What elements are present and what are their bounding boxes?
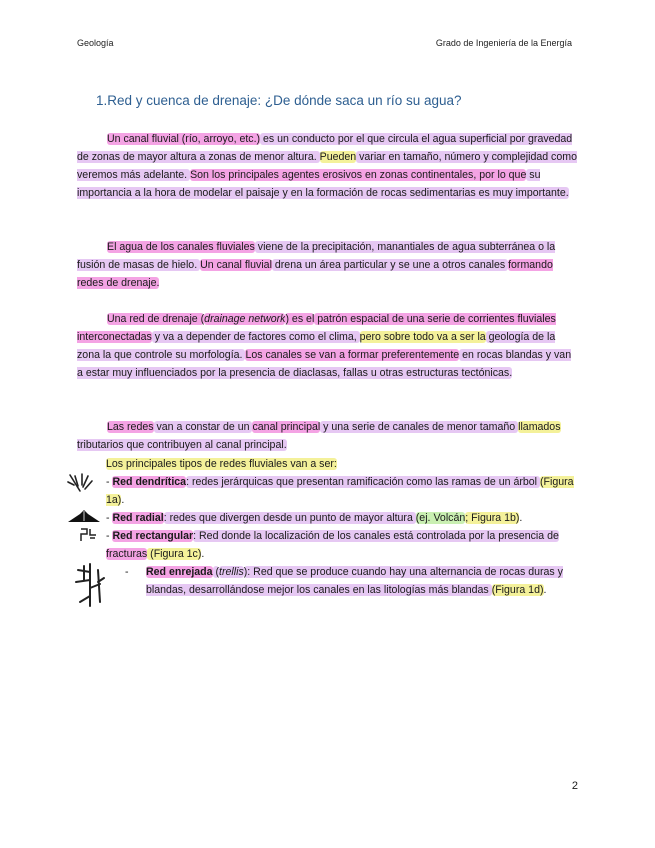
section-title: 1.Red y cuenca de drenaje: ¿De dónde saca un río su agua? — [96, 93, 462, 108]
list-item-rectangular — [106, 527, 581, 563]
figure-ref: (Figura 1c) — [147, 548, 202, 560]
highlight-lavender: ( — [212, 566, 220, 578]
term-red-rectangular: Red rectangular — [112, 530, 194, 542]
list-dash: - — [106, 530, 113, 542]
highlight-lavender: tributarios que contribuyen al canal principal. — [77, 439, 287, 451]
period: . — [201, 548, 205, 560]
paragraph-agua-canales — [77, 238, 579, 292]
period: . — [121, 494, 125, 506]
highlight-pink: Las redes — [107, 421, 154, 433]
radial-network-icon — [66, 508, 102, 529]
header-right: Grado de Ingeniería de la Energía — [435, 38, 572, 48]
term-fracturas: fracturas — [106, 548, 148, 560]
header-left: Geología — [77, 38, 114, 48]
rectangular-network-icon — [79, 527, 97, 548]
highlight-lavender: van a constar de un — [153, 421, 253, 433]
highlight-lavender: : Red donde la localización de los canales está controlada por la presencia de — [193, 530, 559, 542]
highlight-pink-italic: drainage network — [204, 313, 286, 325]
highlight-yellow: pero sobre todo va a ser la — [359, 331, 486, 343]
paragraph-canal-fluvial — [77, 130, 579, 202]
highlight-yellow: llamados — [518, 421, 561, 433]
highlight-pink: ) es el — [285, 313, 315, 325]
highlight-lavender: y va a depender de factores como el clima, — [151, 331, 360, 343]
figure-ref: (Figura 1d) — [491, 584, 544, 596]
highlight-pink: formando redes de drenaje. — [77, 259, 553, 289]
trellis-network-icon — [70, 562, 110, 613]
highlight-lavender: geología de la zona la que controle su morfología. — [77, 331, 556, 361]
highlight-lavender: y una serie de canales de menor tamaño — [320, 421, 519, 433]
highlight-lavender: : redes jerárquicas que presentan ramificación como las ramas de un árbol — [186, 476, 540, 488]
highlight-lavender: ): Red que se produce cuando hay una alternancia de rocas duras y blandas, desarrollándose mejor los canales en las litologías más blandas — [146, 566, 563, 596]
highlight-pink: El agua de los canales fluviales — [107, 241, 255, 253]
list-dash: - — [106, 476, 113, 488]
highlight-pink: Los canales se van a formar preferentemente — [245, 349, 460, 361]
term-red-dendritica: Red dendrítica — [112, 476, 187, 488]
term-trellis: trellis — [219, 566, 244, 578]
highlight-yellow: Pueden — [319, 151, 357, 163]
list-intro — [106, 455, 337, 473]
highlight-pink: canal principal — [252, 421, 321, 433]
period: . — [543, 584, 547, 596]
period: . — [519, 512, 523, 524]
list-dash: - — [106, 512, 113, 524]
paragraph-red-drenaje — [77, 310, 579, 382]
list-dash: - — [125, 566, 129, 578]
list-item-dendritica — [106, 473, 581, 509]
highlight-lavender: variar en tamaño, número y complejidad como veremos más adelante. — [77, 151, 577, 181]
highlight-pink: Un canal fluvial (río, arroyo, etc.) — [107, 133, 261, 145]
page-number: 2 — [571, 780, 578, 792]
highlight-lavender: su importancia a la hora de modelar el paisaje y en la formación de rocas sedimentarias es muy importante. — [77, 169, 569, 199]
highlight-yellow: Los principales tipos de redes fluviales van a ser: — [106, 458, 337, 470]
highlight-pink: Son los principales agentes erosivos en zonas continentales, por lo que — [190, 169, 527, 181]
list-item-enrejada — [146, 563, 566, 599]
list-item-radial — [106, 509, 581, 527]
dendritic-network-icon — [66, 472, 94, 499]
paragraph-redes — [77, 418, 579, 454]
highlight-pink: patrón espacial de una serie de corrientes fluviales interconectadas — [77, 313, 556, 343]
highlight-pink: Una red de drenaje ( — [107, 313, 205, 325]
term-red-enrejada: Red enrejada — [146, 566, 213, 578]
figure-ref: (Figura 1a) — [106, 476, 574, 506]
example-volcan: (ej. Volcán — [415, 512, 466, 524]
highlight-lavender: : redes que divergen desde un punto de mayor altura — [163, 512, 416, 524]
figure-ref: ; Figura 1b) — [465, 512, 520, 524]
highlight-pink: Un canal fluvial — [200, 259, 272, 271]
highlight-lavender: en rocas blandas y van a estar muy influenciados por la presencia de diaclasas, fallas u otras estructuras tectónicas. — [77, 349, 572, 379]
highlight-lavender: drena un área particular y se une a otros canales — [271, 259, 509, 271]
highlight-lavender: viene de la precipitación, manantiales de agua subterránea o la fusión de masas de hielo. — [77, 241, 556, 271]
highlight-lavender: es un conducto por el que circula el agua superficial por gravedad de zonas de mayor altura a zonas de menor altura. — [77, 133, 573, 163]
term-red-radial: Red radial — [112, 512, 164, 524]
